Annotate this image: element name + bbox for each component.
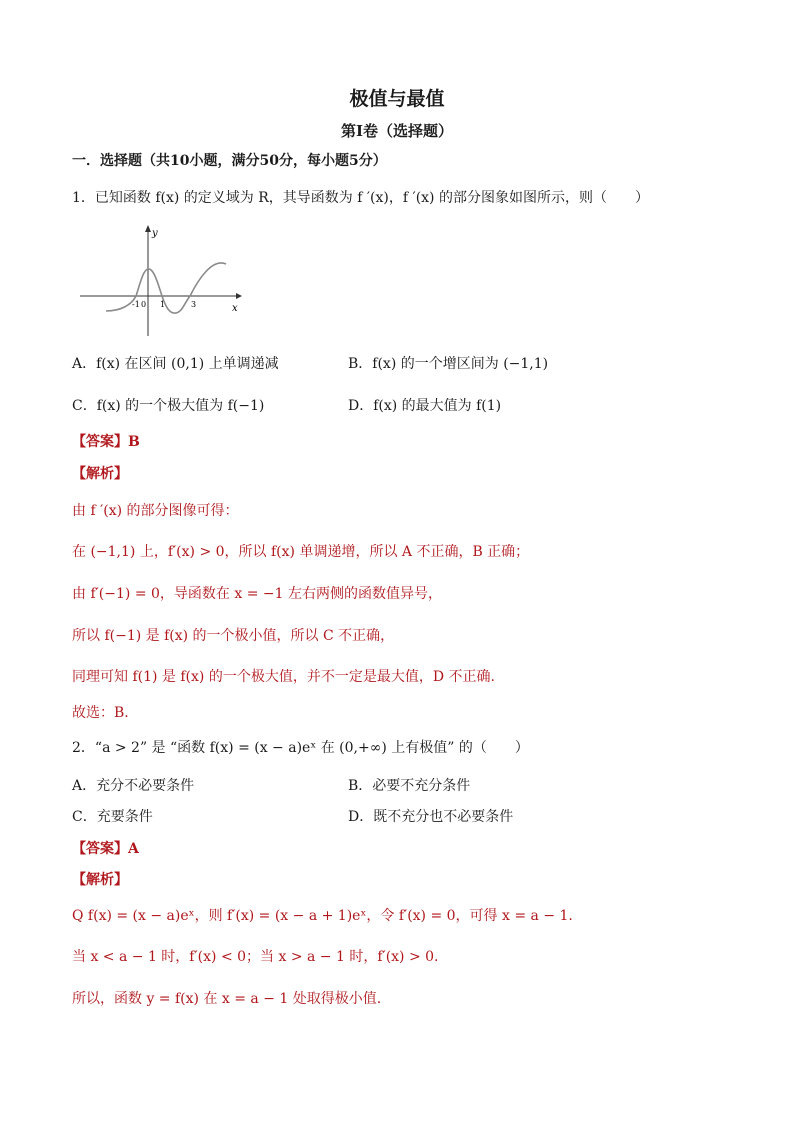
q1-option-c: C．f(x) 的一个极大值为 f(−1) — [72, 398, 265, 414]
page-subtitle: 第Ⅰ卷（选择题） — [340, 122, 454, 140]
q1-analysis-heading: 【解析】 — [72, 466, 128, 482]
q1-analysis-line: 由 f ′(x) 的部分图像可得： — [72, 503, 239, 519]
tick-label-neg1: -1 — [132, 300, 140, 309]
q2-analysis-line: Q f(x) = (x − a)eˣ，则 f′(x) = (x − a + 1)eˣ，令 f′(x) = 0，可得 x = a − 1. — [72, 908, 573, 924]
q1-analysis-line: 同理可知 f(1) 是 f(x) 的一个极大值，并不一定是最大值，D 不正确. — [72, 669, 495, 685]
derivative-curve — [106, 263, 226, 313]
q1-analysis-line: 在 (−1,1) 上，f′(x) > 0，所以 f(x) 单调递增，所以 A 不正确，B 正确； — [72, 544, 530, 560]
q2-analysis-line: 当 x < a − 1 时，f′(x) < 0；当 x > a − 1 时，f′(x) > 0. — [72, 949, 439, 965]
q1-analysis-line: 所以 f(−1) 是 f(x) 的一个极小值，所以 C 不正确， — [72, 628, 395, 644]
q1-option-b: B．f(x) 的一个增区间为 (−1,1) — [348, 356, 549, 372]
q2-option-b: B．必要不充分条件 — [348, 778, 471, 794]
q1-option-a: A．f(x) 在区间 (0,1) 上单调递减 — [72, 356, 279, 372]
q1-option-d: D．f(x) 的最大值为 f(1) — [348, 398, 502, 414]
page-title: 极值与最值 — [349, 88, 445, 110]
q2-option-a: A．充分不必要条件 — [72, 778, 195, 794]
y-axis-label: y — [152, 228, 158, 239]
q1-analysis-line: 由 f′(−1) = 0，导函数在 x = −1 左右两侧的函数值异号， — [72, 586, 442, 602]
x-axis-arrow-icon — [236, 293, 242, 299]
q2-option-d: D．既不充分也不必要条件 — [348, 809, 514, 825]
section-heading: 一．选择题（共10小题，满分50分，每小题5分） — [72, 153, 387, 169]
q1-stem: 1．已知函数 f(x) 的定义域为 R，其导函数为 f ′(x)，f ′(x) 的部分图象如图所示，则（ ） — [72, 190, 649, 206]
q1-analysis-line: 故选：B. — [72, 705, 129, 721]
q1-derivative-graph — [76, 222, 246, 340]
q2-option-c: C．充要条件 — [72, 809, 153, 825]
q2-analysis-line: 所以，函数 y = f(x) 在 x = a − 1 处取得极小值. — [72, 991, 382, 1007]
y-axis-arrow-icon — [145, 225, 151, 232]
tick-label-0: 0 — [141, 300, 147, 309]
q2-stem: 2．“a > 2” 是 “函数 f(x) = (x − a)eˣ 在 (0,+∞) 上有极值” 的（ ） — [72, 740, 529, 756]
tick-label-1: 1 — [160, 300, 166, 309]
q2-analysis-heading: 【解析】 — [72, 872, 128, 888]
x-axis-label: x — [232, 303, 238, 314]
q2-answer: 【答案】A — [72, 841, 139, 857]
tick-label-3: 3 — [191, 300, 197, 309]
q1-answer: 【答案】B — [72, 434, 140, 450]
